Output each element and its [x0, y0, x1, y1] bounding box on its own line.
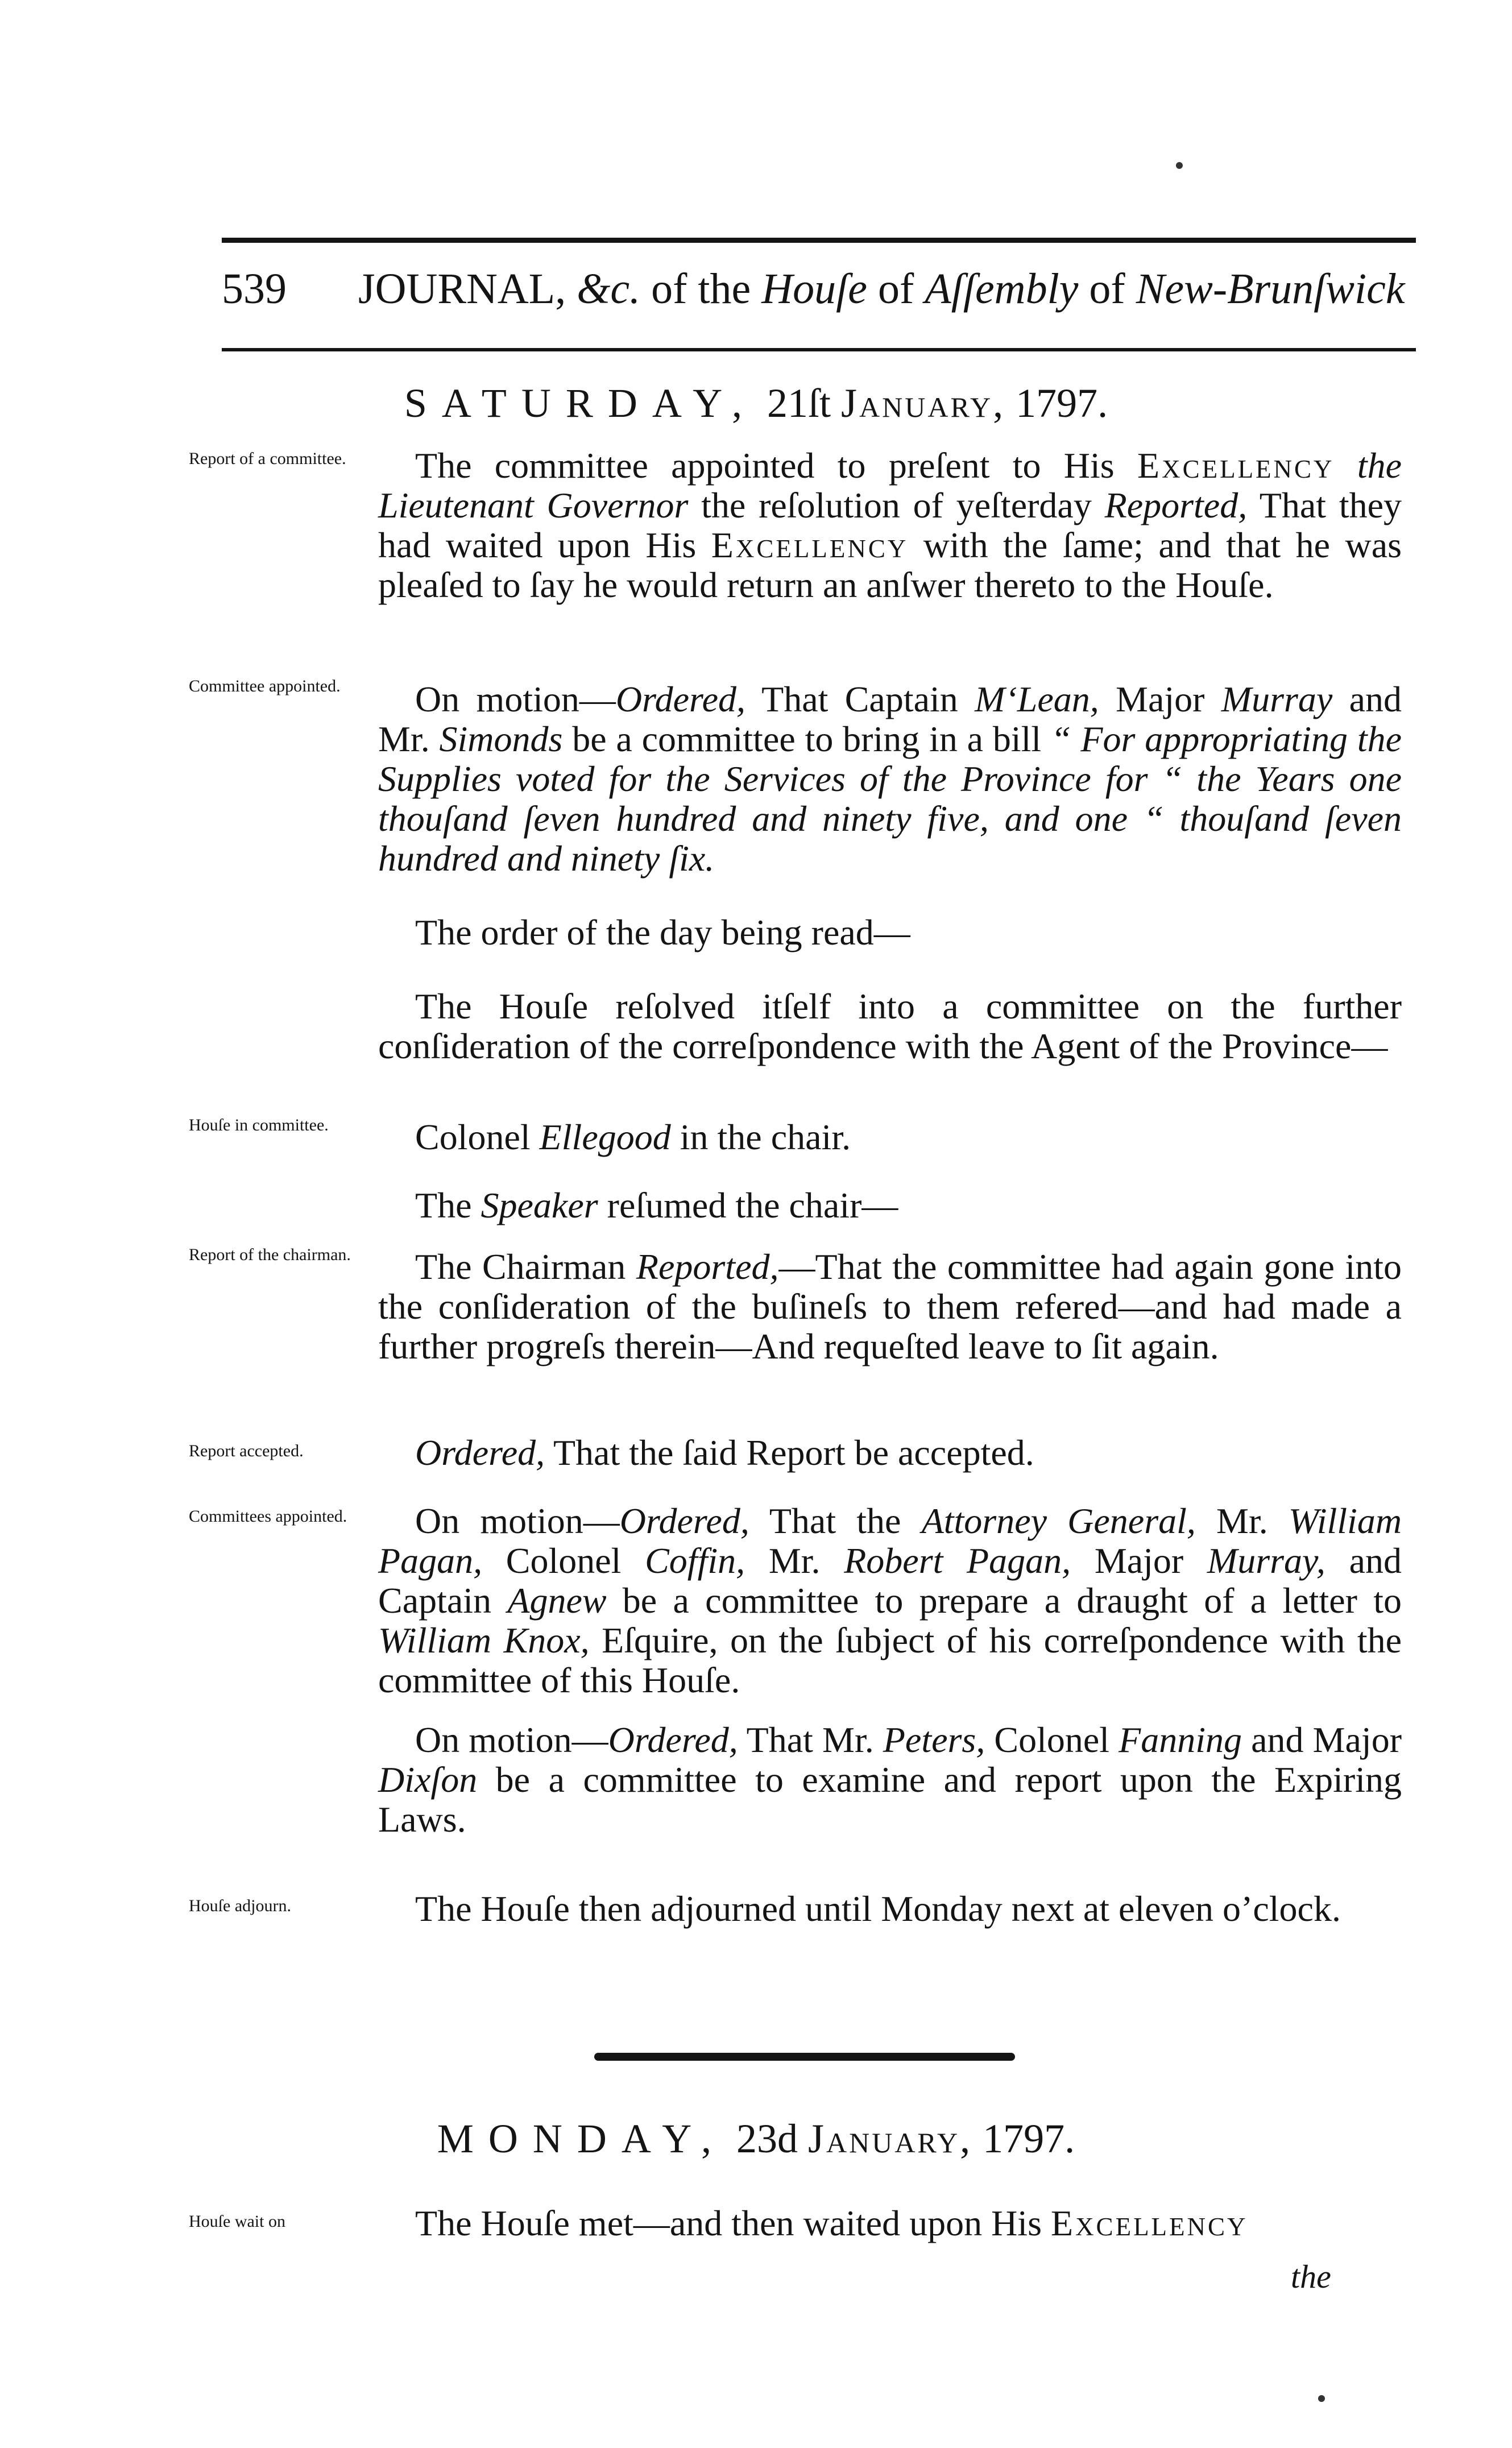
- saturday-heading: SATURDAY, 21ſt January, 1797.: [404, 380, 1108, 426]
- paragraph-report-accepted: Ordered, That the ſaid Report be accepted.: [415, 1432, 1034, 1473]
- paragraph-chair: Colonel Ellegood in the chair.: [415, 1117, 851, 1157]
- margin-note-report-committee: Report of a committee.: [189, 449, 346, 468]
- margin-note-committees-appointed: Committees appointed.: [189, 1507, 347, 1526]
- top-rule: [222, 238, 1416, 243]
- page-number: 539: [222, 265, 287, 313]
- margin-note-house-wait-on: Houſe wait on: [189, 2212, 285, 2231]
- paragraph-committee-report: The committee appointed to preſent to His Excellency the Lieutenant Governor the reſolution of yeſterday Reported, That they had waited upon His Excellency with the ſame; and that he was pleaſed to ſay he would return an anſwer thereto to the Houſe.: [378, 445, 1402, 605]
- paragraph-house-resolved: The Houſe reſolved itſelf into a committee on the further conſideration of the correſpondence with the Agent of the Province—: [378, 986, 1402, 1066]
- header-rule: [222, 348, 1416, 351]
- paragraph-order-of-day: The order of the day being read—: [415, 912, 910, 952]
- paragraph-expiring-laws: On motion—Ordered, That Mr. Peters, Colonel Fanning and Major Dixſon be a committee to examine and report upon the Expiring Laws.: [378, 1720, 1402, 1840]
- paragraph-house-met: The Houſe met—and then waited upon His Excellency: [415, 2203, 1248, 2243]
- paragraph-speaker: The Speaker reſumed the chair—: [415, 1185, 898, 1225]
- margin-note-house-in-committee: Houſe in committee.: [189, 1116, 329, 1134]
- paragraph-adjourned: The Houſe then adjourned until Monday next at eleven o’clock.: [415, 1888, 1341, 1929]
- catchword: the: [1291, 2258, 1331, 2295]
- margin-note-report-chairman: Report of the chairman.: [189, 1245, 351, 1264]
- monday-heading: MONDAY, 23d January, 1797.: [437, 2116, 1075, 2161]
- running-title: JOURNAL, &c. of the Houſe of Aſſembly of New-Brunſwick: [358, 265, 1405, 313]
- ink-speck: [1176, 162, 1183, 169]
- running-header: [222, 256, 1416, 335]
- paragraph-supply-bill: On motion—Ordered, That Captain M‘Lean, Major Murray and Mr. Simonds be a committee to bring in a bill “ For appropriating the Supplies voted for the Services of the Province for “ the Years one thouſand ſeven hundred and ninety five, and one “ thouſand ſeven hundred and ninety ſix.: [378, 679, 1402, 879]
- ink-speck: [1318, 2395, 1325, 2402]
- margin-note-house-adjourn: Houſe adjourn.: [189, 1896, 291, 1915]
- margin-note-committee-appointed: Committee appointed.: [189, 677, 341, 695]
- paragraph-chairman-report: The Chairman Reported,—That the committee had again gone into the conſideration of the buſineſs to them refered—and had made a further progreſs therein—And requeſted leave to ſit again.: [378, 1246, 1402, 1366]
- paragraph-letter-committee: On motion—Ordered, That the Attorney General, Mr. William Pagan, Colonel Coffin, Mr. Robert Pagan, Major Murray, and Captain Agnew be a committee to prepare a draught of a letter to William Knox, Eſquire, on the ſubject of his correſpondence with the committee of this Houſe.: [378, 1501, 1402, 1700]
- section-divider: [594, 2053, 1015, 2061]
- margin-note-report-accepted: Report accepted.: [189, 1442, 304, 1460]
